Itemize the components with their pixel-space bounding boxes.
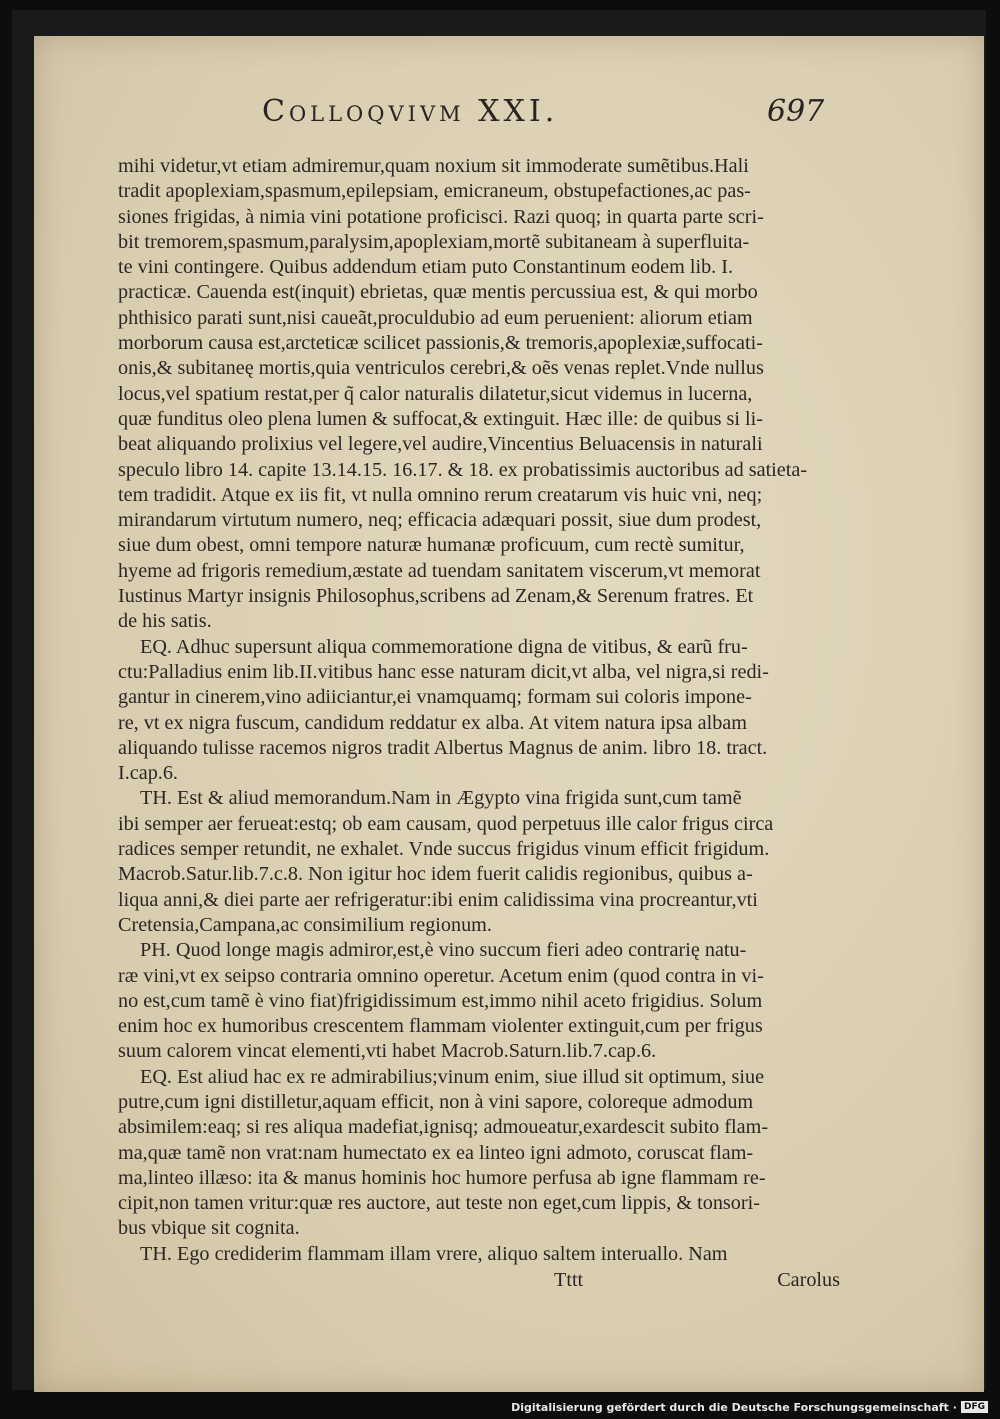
- text-line: aliquando tulisse racemos nigros tradit Albertus Magnus de anim. libro 18. tract.: [118, 736, 768, 759]
- text-line: te vini contingere. Quibus addendum etiam puto Constantinum eodem lib. I.: [118, 256, 734, 279]
- text-line: ma,linteo illæso: ita & manus hominis hoc humore perfusa ab igne flammam re-: [118, 1166, 766, 1189]
- text-line: Cretensia,Campana,ac consimilium regionum.: [118, 913, 492, 936]
- text-line: TH. Ego crediderim flammam illam vrere, aliquo saltem interuallo. Nam: [140, 1242, 728, 1265]
- text-line: siones frigidas, à nimia vini potatione proficisci. Razi quoq; in quarta parte scri-: [118, 205, 764, 228]
- text-line: no est,cum tamẽ è vino fiat)frigidissimum est,immo nihil aceto frigidius. Solum: [118, 989, 763, 1012]
- text-line: locus,vel spatium restat,per q̃ calor naturalis dilatetur,sicut videmus in lucerna,: [118, 382, 753, 405]
- text-line: ma,quæ tamẽ non vrat:nam humectato ex ea linteo igni admoto, coruscat flam-: [118, 1141, 754, 1164]
- separator: ·: [952, 1400, 957, 1414]
- digitization-credit: [511, 1398, 988, 1416]
- text-line: mihi videtur,vt etiam admiremur,quam noxium sit immoderate sumẽtibus.Hali: [118, 155, 749, 177]
- running-head: [262, 94, 842, 136]
- text-line: PH. Quod longe magis admiror,est,è vino succum fieri adeo contrarię natu-: [140, 939, 747, 962]
- dfg-logo-icon: DFG: [961, 1401, 988, 1413]
- text-line: siue dum obest, omni tempore naturæ humanæ proficuum, cum rectè sumitur,: [118, 534, 745, 557]
- scan-frame: [12, 10, 986, 1390]
- text-line: quæ funditus oleo plena lumen & suffocat,& extinguit. Hæc ille: de quibus si li-: [118, 407, 763, 430]
- text-line: suum calorem vincat elementi,vti habet Macrob.Saturn.lib.7.cap.6.: [118, 1040, 657, 1063]
- text-line: re, vt ex nigra fuscum, candidum reddatur ex alba. At vitem natura ipsa albam: [118, 711, 747, 734]
- text-line: I.cap.6.: [118, 762, 178, 785]
- text-line: gantur in cinerem,vino adiiciantur,ei vnamquamq; formam sui coloris impone-: [118, 686, 752, 709]
- text-line: ctu:Palladius enim lib.II.vitibus hanc esse naturam dicit,vt alba, vel nigra,si redi-: [118, 660, 769, 683]
- text-line: onis,& subitaneę mortis,quia ventriculos cerebri,& oẽs venas replet.Vnde nullus: [118, 357, 764, 380]
- text-line: ræ vini,vt ex seipso contraria omnino operetur. Acetum enim (quod contra in vi-: [118, 964, 764, 987]
- text-line: de his satis.: [118, 610, 212, 633]
- text-line: practicæ. Cauenda est(inquit) ebrietas, quæ mentis percussiua est, & qui morbo: [118, 281, 758, 304]
- text-line: putre,cum igni distilletur,aquam efficit, non à vini sapore, coloreque admodum: [118, 1090, 754, 1113]
- text-line: Macrob.Satur.lib.7.c.8. Non igitur hoc idem fuerit calidis regionibus, quibus a-: [118, 863, 753, 886]
- credit-text: Digitalisierung gefördert durch die Deutsche Forschungsgemeinschaft: [511, 1400, 949, 1414]
- text-line: Iustinus Martyr insignis Philosophus,scribens ad Zenam,& Serenum fratres. Et: [118, 585, 754, 608]
- text-line: mirandarum virtutum numero, neq; efficacia adæquari possit, siue dum prodest,: [118, 509, 762, 532]
- text-line: cipit,non tamen vritur:quæ res auctore, aut teste non eget,cum lippis, & tonsori-: [118, 1192, 760, 1215]
- text-line: TH. Est & aliud memorandum.Nam in Ægypto vina frigida sunt,cum tamẽ: [140, 787, 742, 810]
- text-line: EQ. Est aliud hac ex re admirabilius;vinum enim, siue illud sit optimum, siue: [140, 1065, 765, 1088]
- text-line: tem tradidit. Atque ex iis fit, vt nulla omnino rerum creatarum vis huic vni, neq;: [118, 483, 763, 506]
- text-line: speculo libro 14. capite 13.14.15. 16.17. & 18. ex probatissimis auctoribus ad satieta-: [118, 458, 808, 481]
- chapter-title: Colloqvivm XXI.: [262, 94, 559, 129]
- text-line: ibi semper aer ferueat:estq; ob eam causam, quod perpetuus ille calor frigus circa: [118, 812, 774, 835]
- text-line: morborum causa est,arcteticæ scilicet passionis,& tremoris,apoplexiæ,suffocati-: [118, 332, 763, 355]
- text-line: bus vbique sit cognita.: [118, 1217, 300, 1240]
- page-number: 697: [767, 94, 825, 129]
- text-line: bit tremorem,spasmum,paralysim,apoplexiam,mortẽ subitaneam à superfluita-: [118, 230, 750, 253]
- text-line: tradit apoplexiam,spasmum,epilepsiam, emicraneum, obstupefactiones,ac pas-: [118, 180, 751, 203]
- page-footer: [118, 1269, 840, 1295]
- body-text: [118, 154, 840, 1267]
- text-line: phthisico parati sunt,nisi caueãt,proculdubio ad eum peruenient: aliorum etiam: [118, 306, 753, 329]
- text-line: hyeme ad frigoris remedium,æstate ad tuendam sanitatem viscerum,vt memorat: [118, 559, 761, 582]
- text-line: liqua anni,& diei parte aer refrigeratur:ibi enim calidissima vina procreantur,vti: [118, 888, 758, 911]
- text-line: enim hoc ex humoribus crescentem flammam violenter extinguit,cum per frigus: [118, 1015, 763, 1038]
- text-line: beat aliquando prolixius vel legere,vel audire,Vincentius Beluacensis in naturali: [118, 433, 763, 456]
- book-page: [34, 36, 984, 1392]
- text-line: absimilem:eaq; si res aliqua madefiat,ignisq; admoueatur,exardescit subito flam-: [118, 1116, 769, 1139]
- text-line: radices semper retundit, ne exhalet. Vnde succus frigidus vinum efficit frigidum.: [118, 838, 770, 861]
- catchword: Carolus: [777, 1269, 840, 1291]
- signature-mark: Tttt: [554, 1269, 584, 1291]
- text-line: EQ. Adhuc supersunt aliqua commemoratione digna de vitibus, & earũ fru-: [140, 635, 748, 658]
